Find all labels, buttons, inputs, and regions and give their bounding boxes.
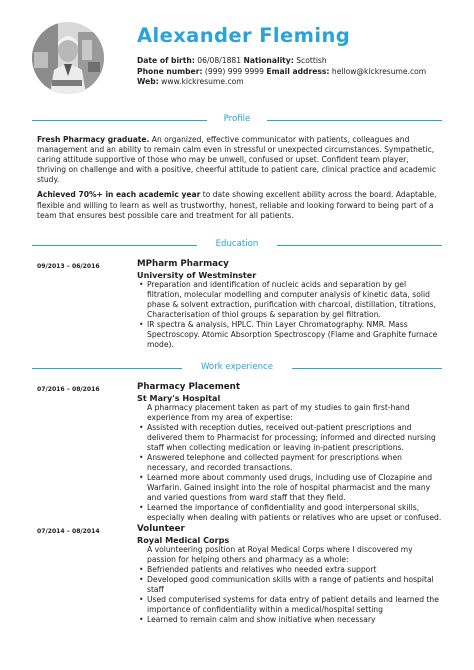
work-org-1: St Mary's Hospital bbox=[137, 392, 221, 403]
education-date: 09/2013 – 06/2016 bbox=[37, 263, 100, 270]
work-bullets-1 bbox=[137, 423, 442, 523]
work-bullet: • Befriended patients and relatives who needed extra support bbox=[137, 565, 442, 575]
profile-p1-text: An organized, effective communicator with patients, colleagues and management and an ability to remain calm even in stressful or unexpected circumstances. Sympathetic, caring attitude supportive of those who may be unwell, confused or upset. Confident team player, thriving on challenge and with a positive, cheerful attitude to patient care, clinical practice and academic study. bbox=[37, 135, 437, 185]
phone-label: Phone number: bbox=[137, 66, 203, 76]
candidate-name: Alexander Fleming bbox=[137, 24, 351, 47]
profile-summary bbox=[37, 135, 439, 221]
work-entry-1 bbox=[137, 382, 442, 523]
work-entry-2 bbox=[137, 524, 442, 625]
nationality-label: Nationality: bbox=[243, 56, 294, 65]
dob-label: Date of birth: bbox=[137, 56, 195, 65]
web-label: Web: bbox=[137, 77, 159, 87]
email-label: Email address: bbox=[266, 66, 330, 76]
work-section-header bbox=[32, 362, 442, 374]
education-degree: MPharm Pharmacy bbox=[137, 259, 229, 269]
work-bullet: • Answered telephone and collected payment for prescriptions when necessary, and recorded transactions. bbox=[137, 453, 442, 473]
profile-p2-text: to date showing excellent ability across the board. Adaptable, flexible and willing to learn as well as trustworthy, honest, reliable and looking forward to being part of a team that ensures best possible care and treatment for all patients. bbox=[37, 190, 437, 220]
education-section-header bbox=[32, 239, 442, 251]
work-bullet: • Learned more about commonly used drugs, including use of Clozapine and Warfarin. Gained insight into the role of hospital pharmacist and the many and varied questions from ward staff that they field. bbox=[137, 473, 442, 503]
profile-paragraph-2 bbox=[37, 190, 439, 220]
education-bullet: • Preparation and identification of nucleic acids and separation by gel filtration, molecular modelling and computer analysis of kinetic data, solid phase & solvent extraction, purification with charcoal, distillation, titrations, Characterisation of thiol groups & separation by gel filtration. bbox=[137, 280, 442, 320]
profile-paragraph-1 bbox=[37, 135, 439, 185]
web-value[interactable]: www.kickresume.com bbox=[161, 77, 244, 87]
profile-section-title: Profile bbox=[223, 114, 251, 124]
work-bullets-2 bbox=[137, 565, 442, 625]
nationality-value: Scottish bbox=[296, 56, 327, 65]
education-school: University of Westminster bbox=[137, 269, 257, 280]
work-role-1: Pharmacy Placement bbox=[137, 382, 240, 392]
contact-row-2 bbox=[137, 67, 426, 78]
education-bullets bbox=[137, 280, 442, 350]
work-bullet: • Assisted with reception duties, received out-patient prescriptions and delivered them to Pharmacist for processing; informed and directed nursing staff when collecting medication or leaving in-patient prescriptions. bbox=[137, 423, 442, 453]
profile-section-header bbox=[32, 114, 442, 126]
work-intro-1: A pharmacy placement taken as part of my studies to gain first-hand experience from my area of expertise: bbox=[147, 402, 410, 422]
email-value[interactable]: hellow@kickresume.com bbox=[331, 66, 427, 76]
work-bullet: • Learned the importance of confidentiality and good interpersonal skills, especially when dealing with patients or relatives who are upset or confused. bbox=[137, 503, 442, 523]
work-role-2: Volunteer bbox=[137, 524, 185, 534]
work-org-2: Royal Medical Corps bbox=[137, 534, 230, 545]
profile-photo-image bbox=[32, 22, 104, 94]
work-bullet: • Learned to remain calm and show initiative when necessary bbox=[137, 615, 442, 625]
dob-value: 06/08/1881 bbox=[197, 56, 242, 65]
work-date-2: 07/2014 – 08/2014 bbox=[37, 528, 100, 535]
work-section-title: Work experience bbox=[200, 362, 274, 372]
contact-row-3 bbox=[137, 77, 426, 88]
work-intro-2: A volunteering position at Royal Medical Corps where I discovered my passion for helping others and pharmacy as a whole: bbox=[147, 544, 413, 564]
profile-photo bbox=[32, 22, 104, 94]
phone-value: (999) 999 9999 bbox=[204, 66, 264, 76]
education-section-title: Education bbox=[215, 239, 259, 249]
profile-p1-highlight: Fresh Pharmacy graduate. bbox=[37, 135, 150, 144]
work-date-1: 07/2016 – 08/2016 bbox=[37, 386, 100, 393]
contact-details bbox=[137, 56, 426, 88]
education-entry bbox=[137, 259, 442, 350]
education-bullet: • IR spectra & analysis, HPLC. Thin Layer Chromatography. NMR. Mass Spectroscopy. Atomic Absorption Spectroscopy (Flame and Graphite furnace mode). bbox=[137, 320, 442, 350]
work-bullet: • Developed good communication skills with a range of patients and hospital staff bbox=[137, 575, 442, 595]
work-bullet: • Used computerised systems for data entry of patient details and learned the importance of confidentiality within a medical/hospital setting bbox=[137, 595, 442, 615]
contact-row-1 bbox=[137, 56, 426, 67]
profile-p2-highlight: Achieved 70%+ in each academic year bbox=[37, 190, 201, 200]
